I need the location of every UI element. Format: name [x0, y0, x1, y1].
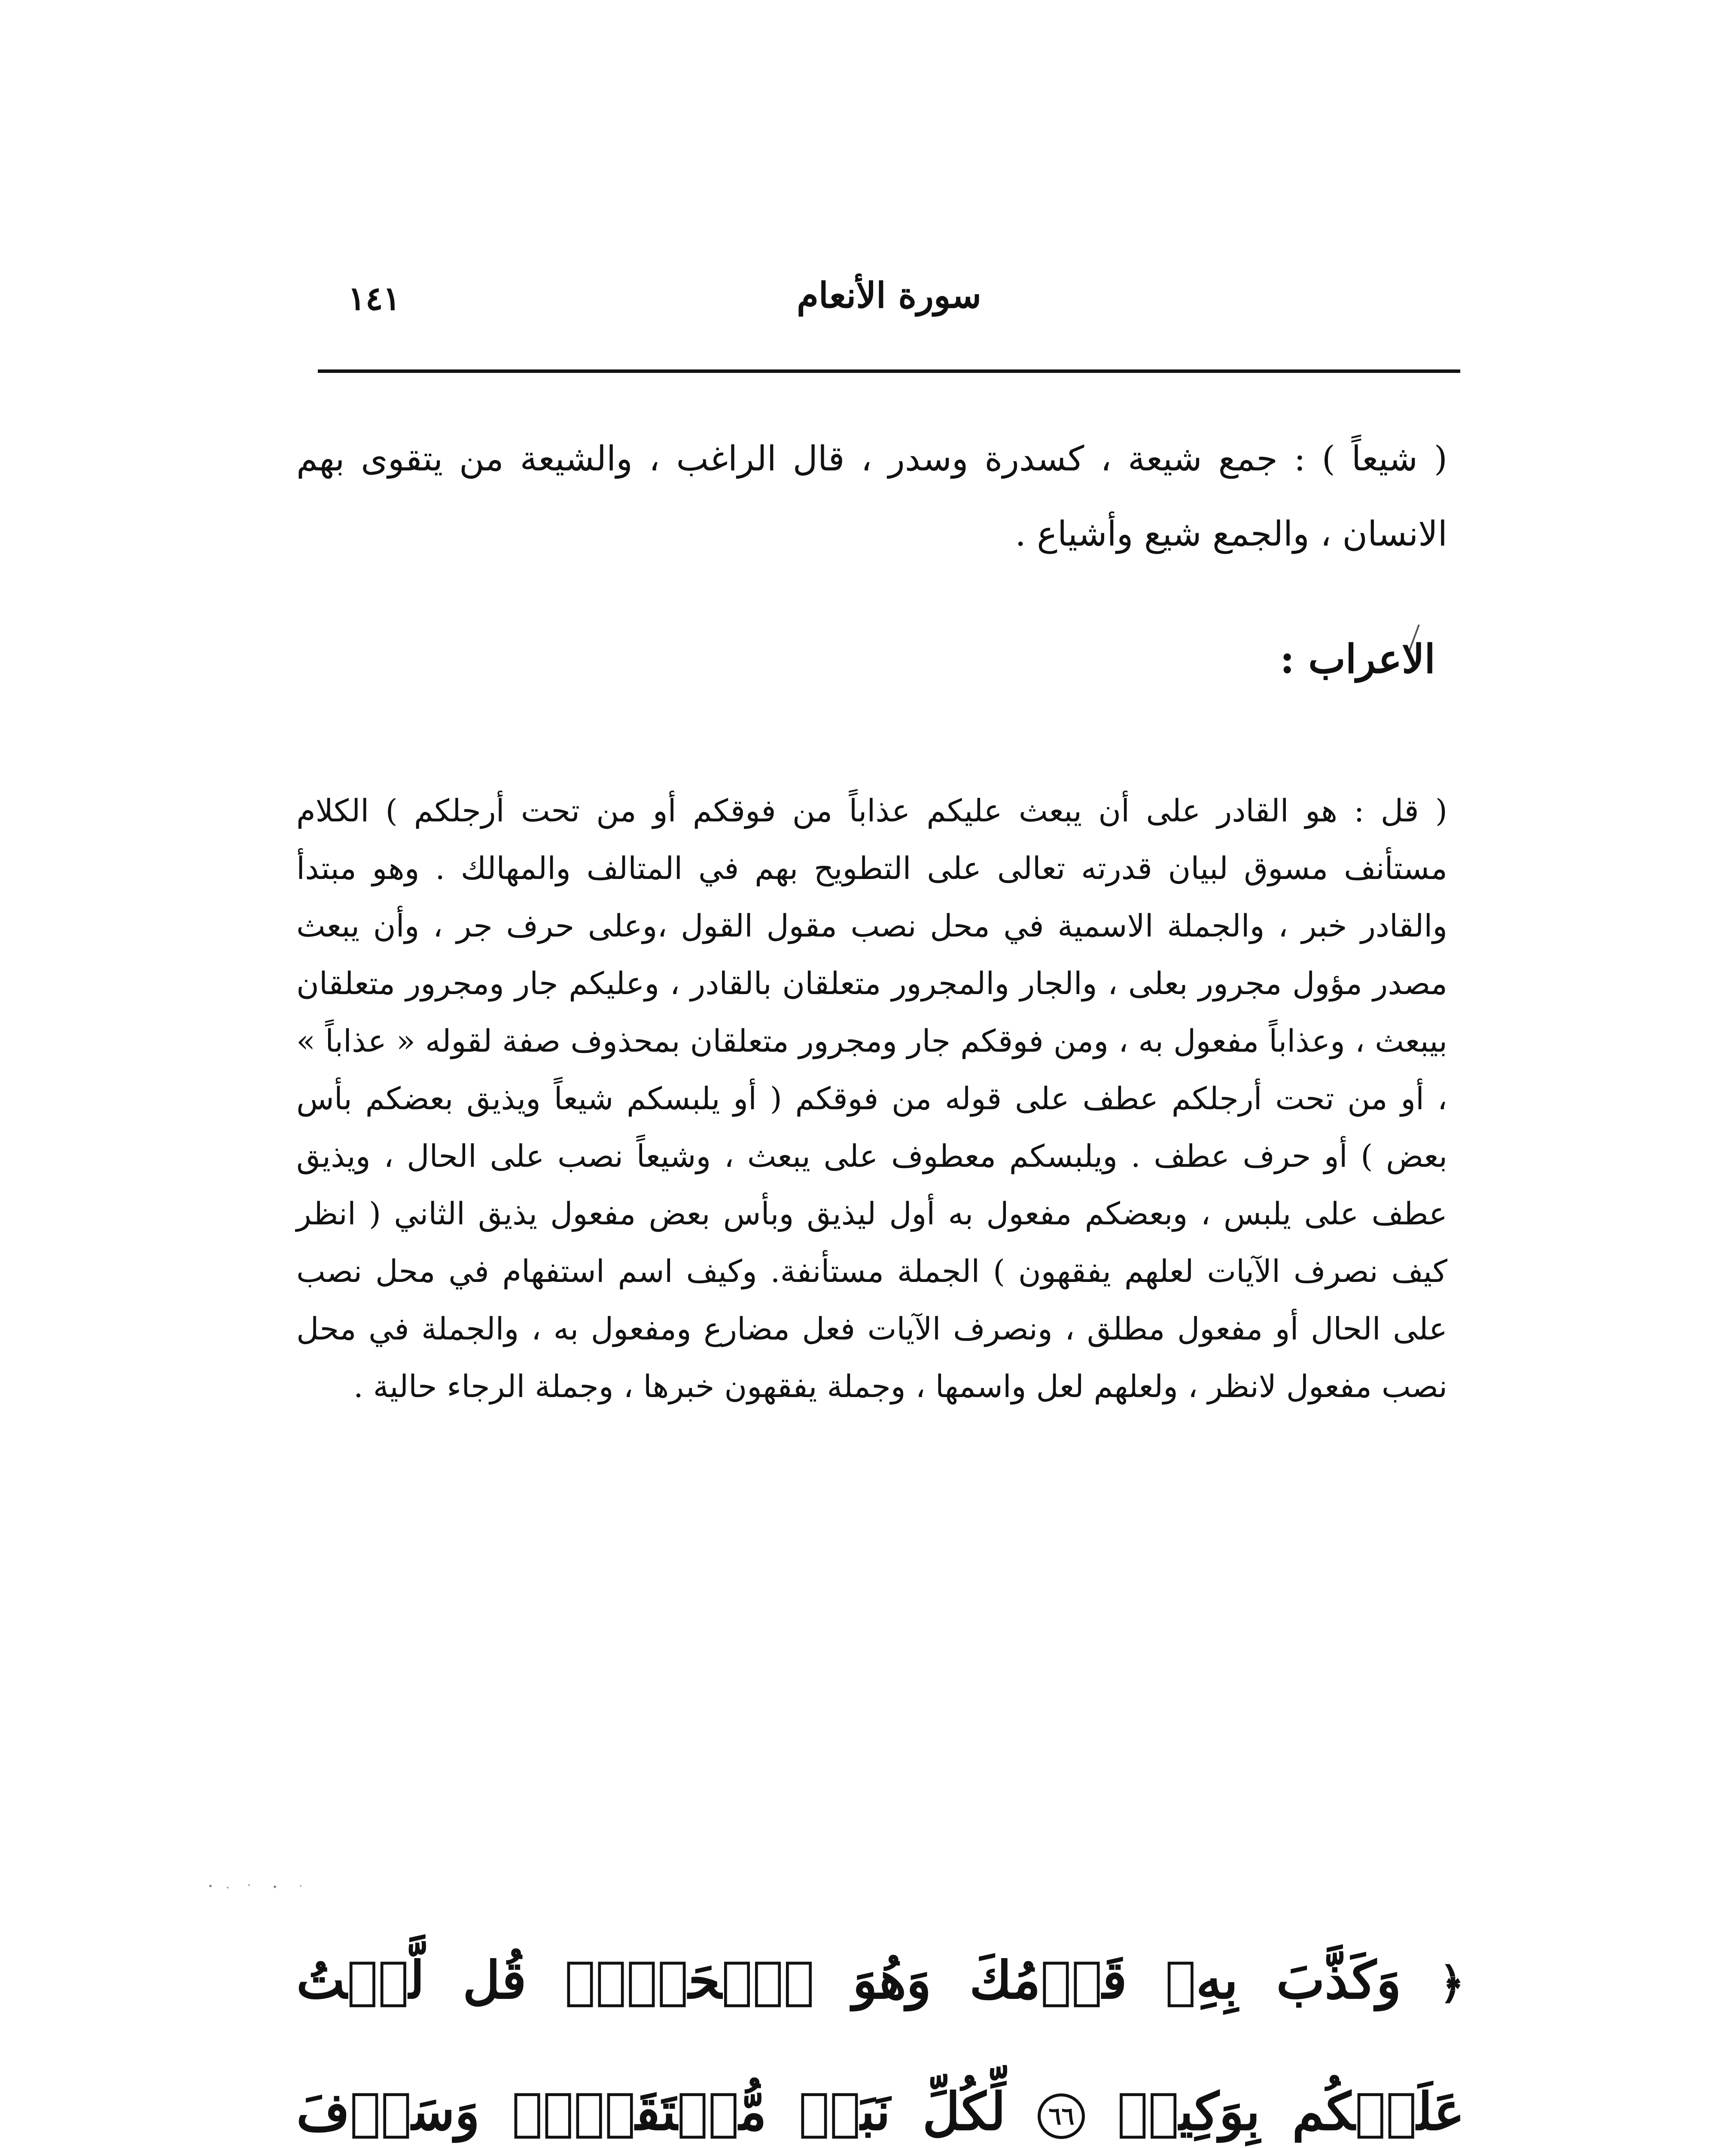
verse-open-bracket: ﴿	[1439, 1958, 1465, 2008]
scan-specks	[202, 1873, 314, 1899]
vocabulary-paragraph: ( شيعاً ) : جمع شيعة ، كسدرة وسدر ، قال الراغب ، والشيعة من يتقوى بهم الانسان ، والجمع شيع وأشياع .	[296, 439, 1447, 554]
irab-paragraph: ( قل : هو القادر على أن يبعث عليكم عذاباً من فوقكم أو من تحت أرجلكم ) الكلام مستأنف مسوق لبيان قدرته تعالى على التطويح بهم في المتالف والمهالك . وهو مبتدأ والقادر خبر ، والجملة الاسمية في محل نصب مقول القول ،وعلى حرف جر ، وأن يبعث مصدر مؤول مجرور بعلى ، والجار والمجرور متعلقان بالقادر ، وعليكم جار ومجرور متعلقان بيبعث ، وعذاباً مفعول به ، ومن فوقكم جار ومجرور متعلقان بمحذوف صفة لقوله « عذاباً » ، أو من تحت أرجلكم عطف على قوله من فوقكم ( أو يلبسكم شيعاً ويذيق بعضكم بأس بعض ) أو حرف عطف . ويلبسكم معطوف على يبعث ، وشيعاً نصب على الحال ، ويذيق عطف على يلبس ، وبعضكم مفعول به أول ليذيق وبأس بعض مفعول يذيق الثاني ( انظر كيف نصرف الآيات لعلهم يفقهون ) الجملة مستأنفة. وكيف اسم استفهام في محل نصب على الحال أو مفعول مطلق ، ونصرف الآيات فعل مضارع ومفعول به ، والجملة في محل نصب مفعول لانظر ، ولعلهم لعل واسمها ، وجملة يفقهون خبرها ، وجملة الرجاء حالية .	[296, 793, 1448, 1404]
ayah-number-marker: ٦٦	[1038, 2093, 1085, 2139]
page-number: ١٤١	[348, 279, 401, 317]
page-header	[318, 275, 1460, 344]
quran-verse	[296, 1916, 1465, 2148]
verse-text-part2: لِّكُلِّ نَبَإٖ مُّسۡتَقَرّٞۚ وَسَوۡفَ	[296, 2081, 1006, 2142]
section-heading: الاعراب :	[1280, 636, 1435, 682]
verse-text-part1: وَكَذَّبَ بِهِۦ قَوۡمُكَ وَهُوَ ٱلۡحَقُّۚ قُل لَّسۡتُ عَلَيۡكُم بِوَكِيلٖ	[296, 1950, 1465, 2142]
header-divider	[318, 369, 1460, 373]
surah-title: سورة الأنعام	[797, 275, 981, 316]
